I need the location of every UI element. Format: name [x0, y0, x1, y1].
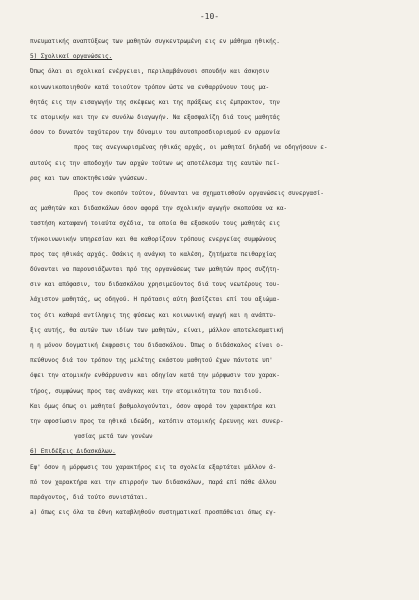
- text-line: Και όμως όπως οι μαθηταί βαθμολογούνται, όσον αφορά τον χαρακτήρα και: [30, 402, 277, 410]
- text-line: δύνανται να παρουσιάζωνται πρό της οργανώσεως των μαθητών προς συζήτη-: [30, 266, 280, 274]
- text-line: όσον το δυνατόν ταχύτερον την δύναμιν του αυτοπροσδιορισμού εν αρμονία: [30, 129, 280, 137]
- page-number: -10-: [199, 12, 220, 21]
- text-line: ρας και των αποκτηθεισών γνώσεων.: [30, 174, 148, 182]
- text-line: την αφοσίωσιν προς τα ηθικά ιδεώδη, κατόπιν ατομικής έρευνης και συνερ-: [30, 418, 284, 426]
- text-line: πεύθυνος διά τον τρόπον της μελέτης εκάστου μαθητού έχων πάντοτε υπ': [30, 357, 273, 365]
- text-line: σιν και απόφασιν, του διδασκάλου χρησιμεύοντος διά τους νεωτέρους του-: [30, 281, 280, 289]
- text-line: Εφ' όσον η μόρφωσις του χαρακτήρος εις τα σχολεία εξαρτάται μάλλον ά-: [30, 463, 277, 471]
- text-line: προς τας ανεγνωρισμένας ηθικάς αρχάς, οι μαθηταί δηλαδή να οδηγήσουν ε-: [74, 144, 328, 152]
- text-line: ξις αυτής, θα αυτών των ιδίων των μαθητών, είναι, μάλλον αποτελεσματική: [30, 326, 284, 334]
- text-line: Όπως όλαι αι σχολικαί ενέργειαι, περιλαμβάνουσι σπουδήν και άσκησιν: [30, 68, 270, 76]
- text-line: τήρος, συμφώνως προς τας ανάγκας και την ατομικότητα του παιδιού.: [30, 387, 262, 395]
- text-line: η η μόνον δογματική έκφρασις του διδασκάλου. Όπως ο διδάσκαλος είναι ο-: [30, 342, 284, 350]
- text-line: προς τας ηθικάς αρχάς. Οσάκις η ανάγκη το καλέση, ζητήματα πειθαρχίας: [30, 250, 277, 258]
- text-line: τήνκοινωνικήν υπηρεσίαν και θα καθορίζουν τρόπους ενεργείας συμφώνους: [30, 235, 277, 243]
- section-heading: 6) Επιδέξεις Διδασκάλων.: [30, 448, 116, 456]
- text-line: Προς τον σκοπόν τούτον, δύνανται να σχηματισθούν οργανώσεις συνεργασί-: [74, 190, 324, 198]
- text-line: πό τον χαρακτήρα και την επιρροήν των διδασκάλων, παρά επί πάθε άλλου: [30, 478, 277, 486]
- text-line: τε ατομικήν και την εν συνόλω διαγωγήν. Να εξασφαλίζη διά τους μαθητάς: [30, 114, 280, 122]
- document-body: [30, 34, 400, 521]
- text-line: γασίας μετά των γονέων: [74, 433, 153, 441]
- text-line: κοινωνικοποιηθούν κατά τοιούτον τρόπον ώστε να ενθαρρύνουν τους μα-: [30, 83, 270, 91]
- text-line: πνευματικής αναπτύξεως των μαθητών συγκεντρωμένη εις εν μάθημα ηθικής.: [30, 38, 280, 45]
- text-line: θητάς εις την εισαγωγήν της σκέψεως και της πράξεως εις έμπρακτον, την: [30, 98, 280, 106]
- text-line: ας μαθητών και διδασκάλων όσον αφορά την σχολικήν αγωγήν σκοπούσα να κα-: [30, 205, 287, 213]
- text-line: a) όπως εις όλα τα έθνη καταβληθούν συστηματικαί προσπάθειαι όπως εγ-: [30, 509, 277, 517]
- text-line: ταστήση καταφανή τοιαύτα σχέδια, τα οποία θα εξασκούν τους μαθητάς εις: [30, 220, 280, 228]
- text-line: παράγοντος, διά τούτο συνιστάται.: [30, 494, 148, 502]
- text-line: όψει την ατομικήν ενθάρρυνσιν και οδηγίαν κατά την μόρφωσιν του χαρακ-: [30, 372, 280, 380]
- text-line: λάχιστον μαθητάς, ως οδηγού. Η πρότασις αύτη βασίζεται επί του αξιώμα-: [30, 296, 280, 304]
- text-line: τος ότι καθαρά αντίληψις της φύσεως και κοινωνική αγωγή και η ανάπτυ-: [30, 311, 277, 319]
- section-heading: 5) Σχολικαί οργανώσεις.: [30, 53, 113, 61]
- text-line: αυτούς εις την αποδοχήν των αρχών τούτων ως αποτέλεσμα της εαυτών πεί-: [30, 159, 280, 167]
